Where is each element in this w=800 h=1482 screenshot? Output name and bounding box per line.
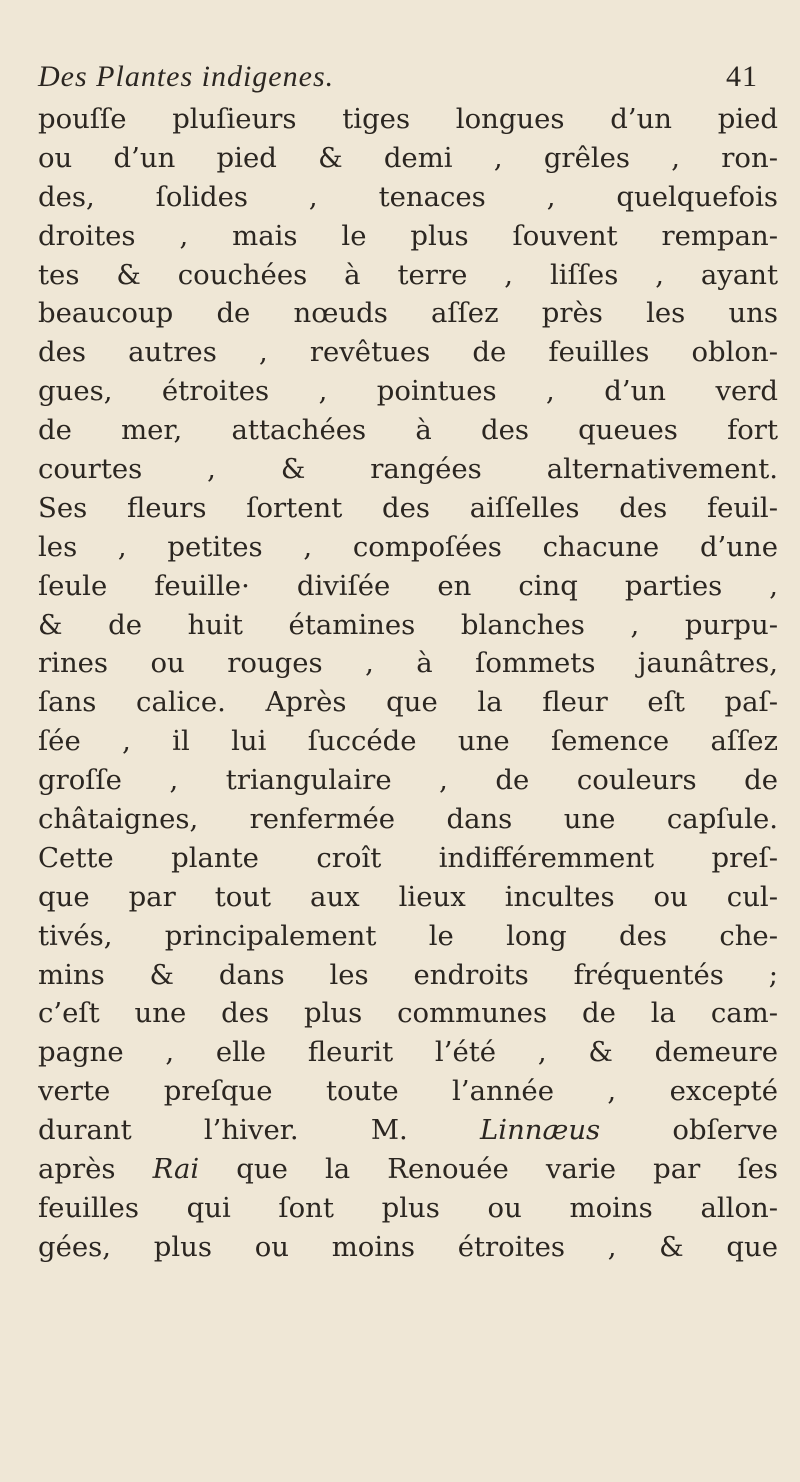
text-line: droites , mais le plus ſouvent rempan- xyxy=(38,219,778,252)
text-line: que par tout aux lieux incultes ou cul- xyxy=(38,880,778,913)
text-line: beaucoup de nœuds aſſez près les uns xyxy=(38,297,778,330)
text-line: ſans calice. Après que la fleur eſt paſ- xyxy=(38,686,778,719)
author-name-italic: Linnæus xyxy=(480,1114,601,1147)
text-line-with-author xyxy=(38,1111,778,1150)
text-line: courtes , & rangées alternativement. xyxy=(38,453,778,486)
text-fragment: que la Renouée varie par ſes xyxy=(199,1153,778,1186)
text-line: tivés, principalement le long des che- xyxy=(38,919,778,952)
text-line: verte preſque toute l’année , excepté xyxy=(38,1075,778,1108)
text-fragment: durant l’hiver. M. xyxy=(38,1114,481,1147)
text-line: pagne , elle fleurit l’été , & demeure xyxy=(38,1036,778,1069)
text-line: groſſe , triangulaire , de couleurs de xyxy=(38,764,778,797)
text-line: de mer, attachées à des queues fort xyxy=(38,414,778,447)
text-line: mins & dans les endroits fréquentés ; xyxy=(38,958,778,991)
running-title: Des Plantes indigenes. xyxy=(38,60,335,93)
text-line: c’eſt une des plus communes de la cam- xyxy=(38,997,778,1030)
text-line: gées, plus ou moins étroites , & que xyxy=(38,1230,778,1263)
running-header xyxy=(38,60,778,100)
text-line: ou d’un pied & demi , grêles , ron- xyxy=(38,141,778,174)
text-line: châtaignes, renfermée dans une capſule. xyxy=(38,803,778,836)
text-line: gues, étroites , pointues , d’un verd xyxy=(38,375,778,408)
author-name-italic: Rai xyxy=(152,1153,200,1186)
text-line: feuilles qui ſont plus ou moins allon- xyxy=(38,1191,778,1224)
text-body xyxy=(38,100,778,1267)
text-line: ſée , il lui ſuccéde une ſemence aſſez xyxy=(38,725,778,758)
text-line: ſeule feuille· diviſée en cinq parties , xyxy=(38,569,778,602)
text-line: & de huit étamines blanches , purpu- xyxy=(38,608,778,641)
text-fragment: obſerve xyxy=(600,1114,778,1147)
text-fragment: après xyxy=(38,1153,153,1186)
page-number: 41 xyxy=(726,60,758,93)
text-line: des, ſolides , tenaces , quelquefois xyxy=(38,180,778,213)
text-line: les , petites , compoſées chacune d’une xyxy=(38,530,778,563)
text-line: pouſſe pluſieurs tiges longues d’un pied xyxy=(38,103,778,135)
text-line: des autres , revêtues de feuilles oblon- xyxy=(38,336,778,369)
text-line: Cette plante croît indifféremment preſ- xyxy=(38,841,778,874)
text-line: tes & couchées à terre , liſſes , ayant xyxy=(38,258,778,291)
text-line: rines ou rouges , à ſommets jaunâtres, xyxy=(38,647,778,680)
text-line-with-author xyxy=(38,1150,778,1189)
text-line: Ses fleurs ſortent des aiſſelles des feuil- xyxy=(38,491,778,524)
